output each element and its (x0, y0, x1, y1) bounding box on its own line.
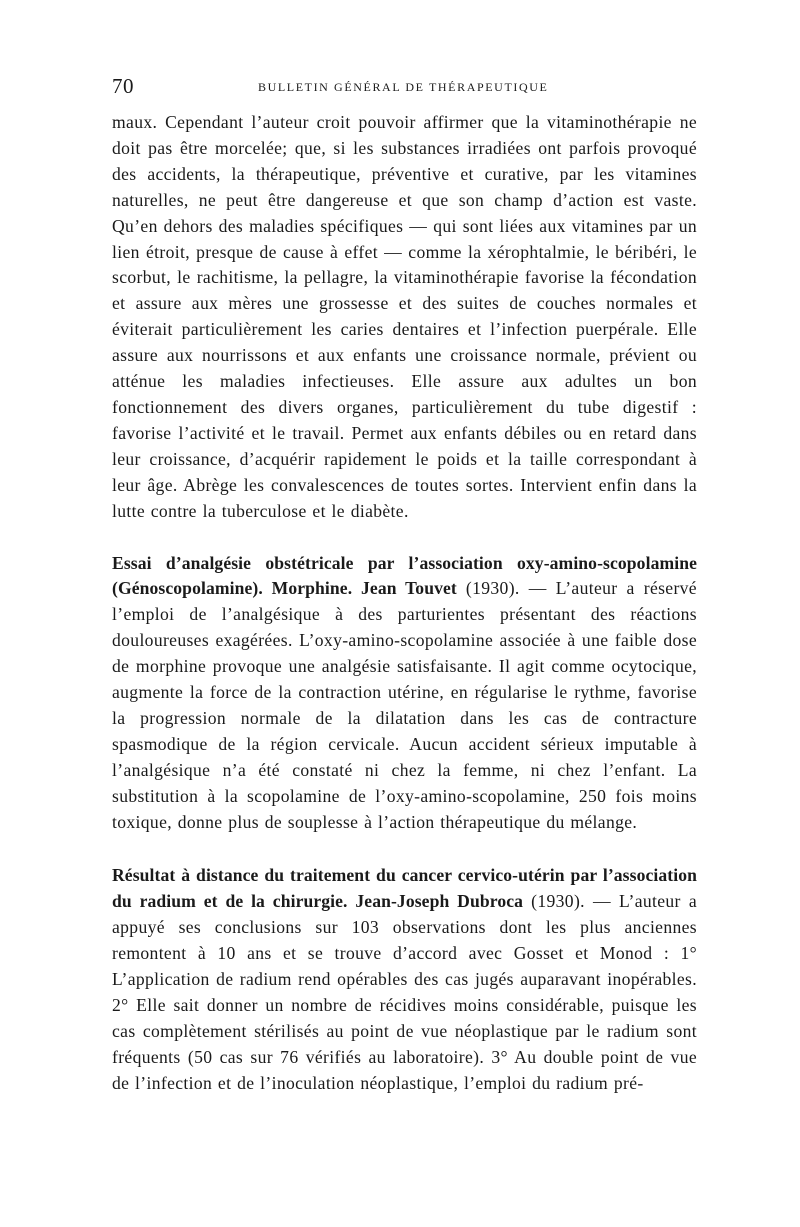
article-year: (1930). — (523, 891, 619, 912)
page-number: 70 (112, 74, 134, 98)
article-title: Essai d’analgésie obstétricale par l’association oxy-amino-scopolamine (Génoscopolamine). Morphine. Jean Touvet (112, 552, 697, 599)
article-title: Résultat à distance du traitement du cancer cervico-utérin par l’association du radium et de la chirurgie. Jean-Joseph Dubroca (112, 865, 697, 912)
intro-paragraph: maux. Cependant l’auteur croit pouvoir affirmer que la vitaminothérapie ne doit pas être morcelée; que, si les substances irradiées ont parfois provoqué des accidents, la thérapeutique, préventive et curative, par les vitamines naturelles, ne peut être dangereuse et que son champ d’action est vaste. Qu’en dehors des maladies spécifiques — qui sont liées aux vitamines par un lien étroit, presque de cause à effet — comme la xérophtalmie, le béribéri, le scorbut, le rachitisme, la pellagre, la vitaminothérapie favorise la fécondation et assure aux mères une grossesse et des suites de couches normales et éviterait particulièrement les caries dentaires et l’infection puerpérale. Elle assure aux nourrissons et aux enfants une croissance normale, prévient ou atténue les maladies infectieuses. Elle assure aux adultes un bon fonctionnement des divers organes, particulièrement du tube digestif : favorise l’activité et le travail. Permet aux enfants débiles ou en retard dans leur croissance, d’acquérir rapidement le poids et la taille correspondant à leur âge. Abrège les convalescences de toutes sortes. Intervient enfin dans la lutte contre la tuberculose et le diabète. (112, 112, 697, 521)
running-title: BULLETIN GÉNÉRAL DE THÉRAPEUTIQUE (258, 80, 549, 94)
document-page (112, 70, 697, 1097)
article-body: L’auteur a réservé l’emploi de l’analgésique à des parturientes présentant des réactions douloureuses exagérées. L’oxy-amino-scopolamine associée à une faible dose de morphine provoque une analgésie satisfaisante. Il agit comme ocytocique, augmente la force de la contraction utérine, en régularise le rythme, favorise la progression normale de la dilatation dans les cas de contracture spasmodique de la région cervicale. Aucun accident sérieux imputable à l’analgésique n’a été constaté ni chez la femme, ni chez l’enfant. La substitution à la scopolamine de l’oxy-amino-scopolamine, 250 fois moins toxique, donne plus de souplesse à l’action thérapeutique du mélange. (112, 578, 697, 832)
page-header (112, 70, 697, 104)
article-year: (1930). — (456, 578, 556, 599)
article-body: L’auteur a appuyé ses conclusions sur 103 observations dont les plus anciennes remontent à 10 ans et se trouve d’accord avec Gosset et Monod : 1° L’application de radium rend opérables des cas jugés auparavant inopérables. 2° Elle sait donner un nombre de récidives moins considérable, puisque les cas complètement stérilisés au point de vue néoplastique par le radium sont fréquents (50 cas sur 76 vérifiés au laboratoire). 3° Au double point de vue de l’infection et de l’inoculation néoplastique, l’emploi du radium pré- (112, 891, 697, 1093)
article-touvet (112, 551, 697, 836)
article-dubroca (112, 863, 697, 1096)
